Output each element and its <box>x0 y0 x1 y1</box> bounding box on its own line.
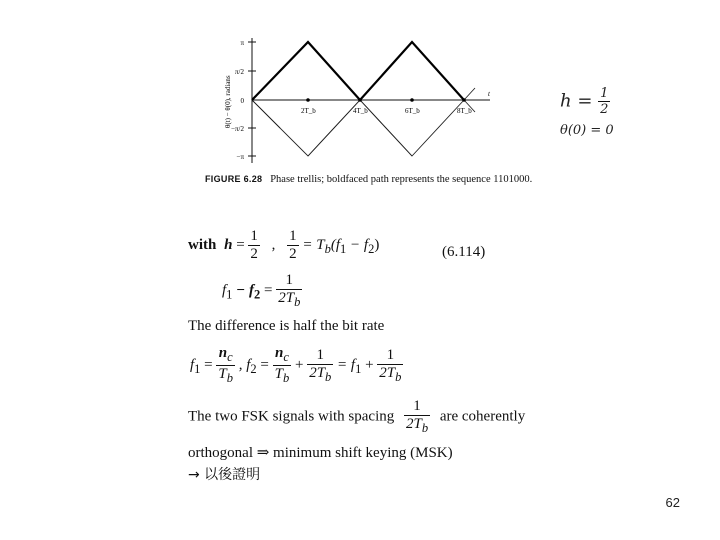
caption-text: Phase trellis; boldfaced path represents the sequence 1101000. <box>270 174 533 185</box>
caption-label: FIGURE 6.28 <box>205 174 263 184</box>
y-tick-label: −π/2 <box>231 125 244 133</box>
text-prove-later: → 以後證明 <box>188 467 261 483</box>
phase-trellis-svg <box>200 28 510 168</box>
equation-frequency-difference: $f_1 - f_2$ = $\frac{1}{2T_b}$ <box>222 272 301 309</box>
equation-6-114: with h = $\frac{1}{2}$ , $\frac{1}{2}$ = $T_b(f_1 - f_2)$ <box>188 228 380 262</box>
handwritten-notes <box>560 86 614 138</box>
bold-trellis-path <box>252 42 464 100</box>
phase-trellis-figure <box>200 28 510 168</box>
y-tick-label: π/2 <box>235 68 244 76</box>
x-tick-label: 4T_b <box>353 107 368 115</box>
x-tick-label: 2T_b <box>301 107 316 115</box>
handwritten-theta: θ(0) = 0 <box>560 123 614 138</box>
trellis-thin-paths <box>252 42 475 156</box>
equation-number: (6.114) <box>442 244 486 260</box>
x-tick-label: 8T_b <box>457 107 472 115</box>
text-half-bitrate: The difference is half the bit rate <box>188 318 385 334</box>
text-fsk-spacing: The two FSK signals with spacing $\frac{1}{2T_b}$ are coherently <box>188 398 526 435</box>
x-tick-label: 6T_b <box>405 107 420 115</box>
y-tick-label: 0 <box>240 97 244 105</box>
y-tick-label: −π <box>236 153 244 161</box>
text-orthogonal-msk: orthogonal ⇒ minimum shift keying (MSK) <box>188 445 453 461</box>
handwritten-h-line: h = $\frac{1}{2}$ <box>560 86 609 117</box>
y-tick-label: π <box>240 39 244 47</box>
page-number: 62 <box>665 495 680 510</box>
y-axis-title: θ(t) − θ(0), radians <box>224 75 232 128</box>
figure-caption <box>205 174 532 185</box>
equation-f1-f2: $f_1$ = $\frac{n_c}{T_b}$ , $f_2$ = $\frac{n_c}{T_b}$ + $\frac{1}{2T_b}$ = $f_1$ + $\frac{1}{2T_b}$ <box>190 345 402 385</box>
t-axis-label: t <box>488 90 490 98</box>
